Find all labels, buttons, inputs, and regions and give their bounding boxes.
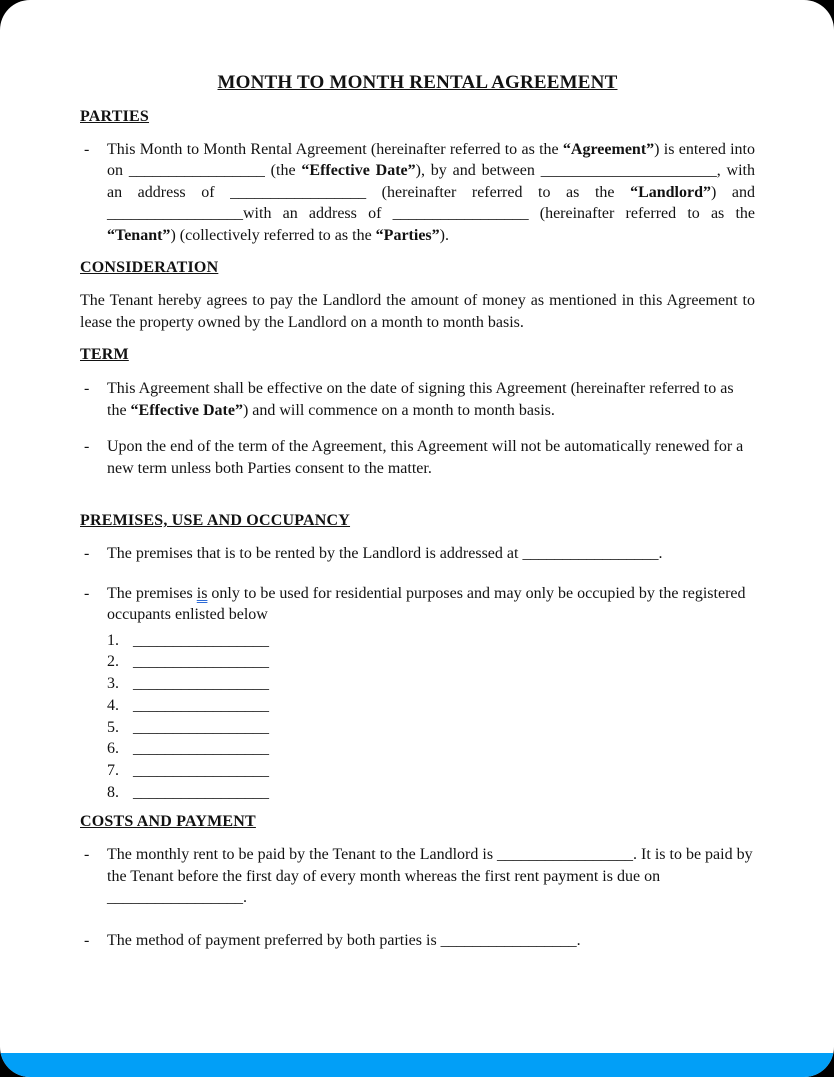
text-segment: only to be used for residential purposes and may only be occupied by the registered occupants enlisted below [107,584,746,624]
occupant-number: 8. [107,783,119,801]
text-segment: The monthly rent to be paid by the Tenant to the Landlord is _________________. It is to be paid by the Tenant before the first day of every month whereas the first rent payment is due on _________________. [107,845,753,907]
text-segment: ) and will commence on a month to month basis. [242,401,555,419]
occupant-number: 7. [107,761,119,779]
text-segment: ) and _________________with an address of _________________ (hereinafter referred to as the [107,183,755,223]
text-segment: The premises that is to be rented by the Landlord is addressed at _________________. [107,544,663,562]
text-segment: The Tenant hereby agrees to pay the Landlord the amount of money as mentioned in this Agreement to lease the property owned by the Landlord on a month to month basis. [80,292,755,331]
section-heading-costs: COSTS AND PAYMENT [80,813,256,831]
occupant-number: 6. [107,740,119,758]
text-segment: “Effective Date” [301,162,416,180]
occupant-row [107,738,755,760]
occupant-blank-line: _________________ [133,675,269,693]
premises-clause-1 [80,543,755,565]
premises-clause-1-text [107,543,755,565]
text-segment: ). [439,226,449,244]
premises-clause-2 [80,583,755,626]
term-clause-2 [80,436,755,479]
text-segment: “Landlord” [630,183,711,201]
occupant-row [107,695,755,717]
occupant-row [107,673,755,695]
parties-clause-text [107,139,755,247]
footer-accent-bar [0,1053,834,1077]
occupant-row [107,630,755,652]
costs-clause-1-text [107,844,755,909]
text-segment: “Effective Date” [130,401,243,419]
occupant-number: 2. [107,653,119,671]
text-segment: This Month to Month Rental Agreement (hereinafter referred to as the [107,140,563,158]
occupant-row [107,651,755,673]
bullet-marker: - [84,438,90,456]
occupants-list [107,630,755,804]
text-segment: Upon the end of the term of the Agreement, this Agreement will not be automatically renewed for a new term unless both Parties consent to the matter. [107,438,744,477]
premises-clause-2-text [107,583,755,626]
text-segment: ) (collectively referred to as the [170,226,376,244]
bullet-marker: - [84,584,90,602]
text-segment: “Parties” [375,226,440,244]
parties-clause [80,139,755,247]
text-segment: This Agreement shall be effective on the date of signing this Agreement (hereinafter referred to as the [107,379,734,419]
occupant-number: 3. [107,675,119,693]
occupant-blank-line: _________________ [133,761,269,779]
section-heading-premises: PREMISES, USE AND OCCUPANCY [80,512,351,530]
occupant-number: 5. [107,718,119,736]
occupant-row [107,717,755,739]
grammar-underlined-word: is [196,584,208,602]
occupant-blank-line: _________________ [133,696,269,714]
text-segment: ) is entered into on _________________ (the [107,140,755,180]
occupant-row [107,782,755,804]
costs-clause-1 [80,844,755,909]
occupant-blank-line: _________________ [133,740,269,758]
bullet-marker: - [84,140,90,158]
bullet-marker: - [84,845,90,863]
bullet-marker: - [84,379,90,397]
occupant-blank-line: _________________ [133,631,269,649]
section-heading-consideration: CONSIDERATION [80,258,219,276]
text-segment: The method of payment preferred by both parties is _________________. [107,931,581,949]
consideration-paragraph [80,290,755,333]
term-clause-1-text [107,378,755,421]
document-title: MONTH TO MONTH RENTAL AGREEMENT [217,72,618,93]
bullet-marker: - [84,544,90,562]
section-heading-term: TERM [80,346,129,364]
term-clause-1 [80,378,755,421]
occupant-row [107,760,755,782]
text-segment: The premises [107,584,197,602]
occupant-blank-line: _________________ [133,653,269,671]
text-segment: “Tenant” [107,226,171,244]
costs-clause-2-text [107,930,755,952]
text-segment: ), by and between ______________________, with an address of _________________ (hereinafter referred to as the [107,162,755,201]
text-segment: “Agreement” [562,140,655,158]
section-heading-parties: PARTIES [80,108,150,125]
occupant-number: 1. [107,631,119,649]
bullet-marker: - [84,931,90,949]
costs-clause-2 [80,930,755,952]
term-clause-2-text [107,436,755,479]
occupant-blank-line: _________________ [133,718,269,736]
occupant-blank-line: _________________ [133,783,269,801]
occupant-number: 4. [107,696,119,714]
